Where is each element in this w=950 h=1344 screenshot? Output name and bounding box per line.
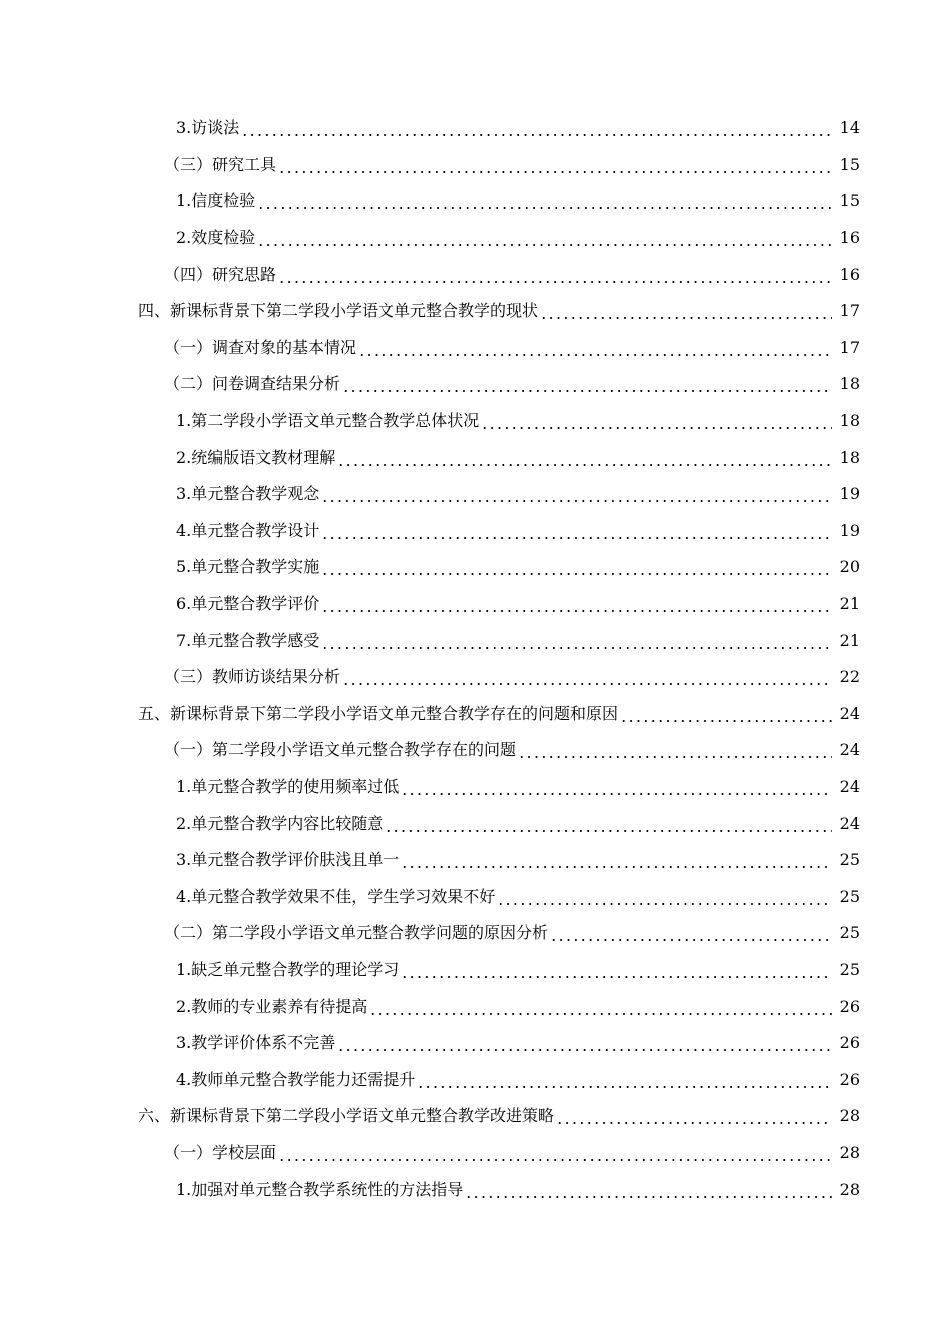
toc-page-number: 22: [839, 667, 860, 687]
toc-page-number: 16: [839, 264, 860, 284]
toc-page-number: 18: [839, 447, 860, 467]
toc-entry-title: 四、新课标背景下第二学段小学语文单元整合教学的现状: [138, 301, 539, 321]
toc-entry[interactable]: [0, 1135, 860, 1172]
toc-page-number: 28: [839, 1179, 860, 1199]
dot-leader: [369, 997, 832, 1017]
toc-page-number: 25: [839, 959, 860, 979]
toc-entry-title: 6.单元整合教学评价: [176, 594, 320, 614]
toc-entry[interactable]: [0, 696, 860, 733]
dot-leader: [385, 814, 832, 834]
toc-entry[interactable]: [0, 769, 860, 806]
dot-leader: [550, 923, 832, 943]
toc-page-number: 18: [839, 374, 860, 394]
dot-leader: [257, 191, 832, 211]
toc-entry[interactable]: [0, 330, 860, 367]
toc-entry[interactable]: [0, 147, 860, 184]
dot-leader: [465, 1180, 832, 1200]
dot-leader: [417, 1070, 832, 1090]
toc-page-number: 17: [839, 337, 860, 357]
toc-page-number: 24: [839, 703, 860, 723]
toc-page-number: 21: [839, 594, 860, 614]
toc-entry-title: 7.单元整合教学感受: [176, 630, 320, 650]
toc-entry[interactable]: [0, 366, 860, 403]
toc-entry-title: 1.信度检验: [176, 191, 256, 211]
toc-entry-title: 3.教学评价体系不完善: [176, 1033, 336, 1053]
toc-entry-title: 六、新课标背景下第二学段小学语文单元整合教学改进策略: [138, 1106, 555, 1126]
toc-entry-title: 4.教师单元整合教学能力还需提升: [176, 1069, 416, 1089]
toc-page-number: 26: [839, 996, 860, 1016]
toc-entry[interactable]: [0, 586, 860, 623]
toc-entry[interactable]: [0, 659, 860, 696]
toc-entry[interactable]: [0, 1098, 860, 1135]
toc-entry[interactable]: [0, 439, 860, 476]
dot-leader: [481, 411, 832, 431]
toc-entry-title: （二）第二学段小学语文单元整合教学问题的原因分析: [164, 923, 549, 943]
dot-leader: [497, 887, 832, 907]
toc-entry-title: 2.教师的专业素养有待提高: [176, 996, 368, 1016]
toc-entry-title: 五、新课标背景下第二学段小学语文单元整合教学存在的问题和原因: [138, 703, 619, 723]
toc-page-number: 21: [839, 630, 860, 650]
toc-entry[interactable]: [0, 805, 860, 842]
dot-leader: [518, 740, 832, 760]
toc-page-number: 24: [839, 740, 860, 760]
toc-page-number: 17: [839, 301, 860, 321]
toc-page-number: 18: [839, 411, 860, 431]
dot-leader: [337, 1033, 832, 1053]
dot-leader: [401, 960, 832, 980]
dot-leader: [321, 557, 832, 577]
toc-entry[interactable]: [0, 293, 860, 330]
toc-page-number: 16: [839, 228, 860, 248]
toc-page-number: 25: [839, 886, 860, 906]
toc-entry-title: 3.单元整合教学评价肤浅且单一: [176, 850, 400, 870]
toc-entry-title: 2.单元整合教学内容比较随意: [176, 813, 384, 833]
toc-entry-title: 1.单元整合教学的使用频率过低: [176, 776, 400, 796]
toc-entry[interactable]: [0, 1025, 860, 1062]
toc-entry-title: 2.效度检验: [176, 228, 256, 248]
toc-entry[interactable]: [0, 513, 860, 550]
toc-entry[interactable]: [0, 878, 860, 915]
toc-entry-title: 1.加强对单元整合教学系统性的方法指导: [176, 1179, 464, 1199]
toc-entry-title: 2.统编版语文教材理解: [176, 447, 336, 467]
dot-leader: [321, 484, 832, 504]
toc-entry-title: （二）问卷调查结果分析: [164, 374, 341, 394]
toc-page-number: 25: [839, 923, 860, 943]
toc-entry-title: 3.单元整合教学观念: [176, 484, 320, 504]
dot-leader: [342, 374, 832, 394]
toc-entry[interactable]: [0, 952, 860, 989]
dot-leader: [278, 155, 832, 175]
dot-leader: [257, 228, 832, 248]
toc-page-number: 24: [839, 813, 860, 833]
toc-entry[interactable]: [0, 915, 860, 952]
table-of-contents: [0, 110, 950, 1208]
toc-page-number: 28: [839, 1106, 860, 1126]
toc-entry-title: 1.第二学段小学语文单元整合教学总体状况: [176, 411, 480, 431]
toc-entry[interactable]: [0, 732, 860, 769]
dot-leader: [620, 704, 832, 724]
toc-entry[interactable]: [0, 220, 860, 257]
toc-page-number: 26: [839, 1069, 860, 1089]
dot-leader: [401, 777, 832, 797]
dot-leader: [241, 118, 832, 138]
toc-entry[interactable]: [0, 988, 860, 1025]
toc-entry-title: （一）第二学段小学语文单元整合教学存在的问题: [164, 740, 517, 760]
toc-entry-title: 5.单元整合教学实施: [176, 557, 320, 577]
toc-page-number: 19: [839, 520, 860, 540]
toc-entry-title: （一）调查对象的基本情况: [164, 337, 357, 357]
toc-entry-title: （三）教师访谈结果分析: [164, 667, 341, 687]
dot-leader: [540, 301, 832, 321]
toc-page-number: 20: [839, 557, 860, 577]
dot-leader: [321, 631, 832, 651]
toc-entry[interactable]: [0, 256, 860, 293]
toc-page-number: 28: [839, 1142, 860, 1162]
toc-page-number: 24: [839, 776, 860, 796]
toc-entry[interactable]: [0, 549, 860, 586]
toc-entry[interactable]: [0, 476, 860, 513]
toc-entry[interactable]: [0, 842, 860, 879]
toc-page-number: 26: [839, 1033, 860, 1053]
toc-entry[interactable]: [0, 403, 860, 440]
dot-leader: [321, 594, 832, 614]
toc-page-number: 25: [839, 850, 860, 870]
dot-leader: [278, 1143, 832, 1163]
dot-leader: [337, 448, 832, 468]
toc-entry-title: 4.单元整合教学效果不佳，学生学习效果不好: [176, 886, 496, 906]
toc-entry-title: （一）学校层面: [164, 1142, 277, 1162]
toc-entry-title: 4.单元整合教学设计: [176, 520, 320, 540]
dot-leader: [358, 338, 832, 358]
dot-leader: [401, 850, 832, 870]
dot-leader: [278, 265, 832, 285]
toc-page-number: 19: [839, 484, 860, 504]
toc-entry[interactable]: [0, 1171, 860, 1208]
toc-page-number: 15: [839, 191, 860, 211]
toc-entry-title: 1.缺乏单元整合教学的理论学习: [176, 959, 400, 979]
toc-entry-title: （四）研究思路: [164, 264, 277, 284]
toc-entry[interactable]: [0, 183, 860, 220]
dot-leader: [321, 521, 832, 541]
toc-page-number: 14: [839, 118, 860, 138]
dot-leader: [556, 1106, 832, 1126]
toc-entry[interactable]: [0, 1061, 860, 1098]
dot-leader: [342, 667, 832, 687]
toc-entry-title: 3.访谈法: [176, 118, 240, 138]
toc-entry[interactable]: [0, 110, 860, 147]
toc-entry[interactable]: [0, 622, 860, 659]
toc-page-number: 15: [839, 154, 860, 174]
toc-entry-title: （三）研究工具: [164, 154, 277, 174]
